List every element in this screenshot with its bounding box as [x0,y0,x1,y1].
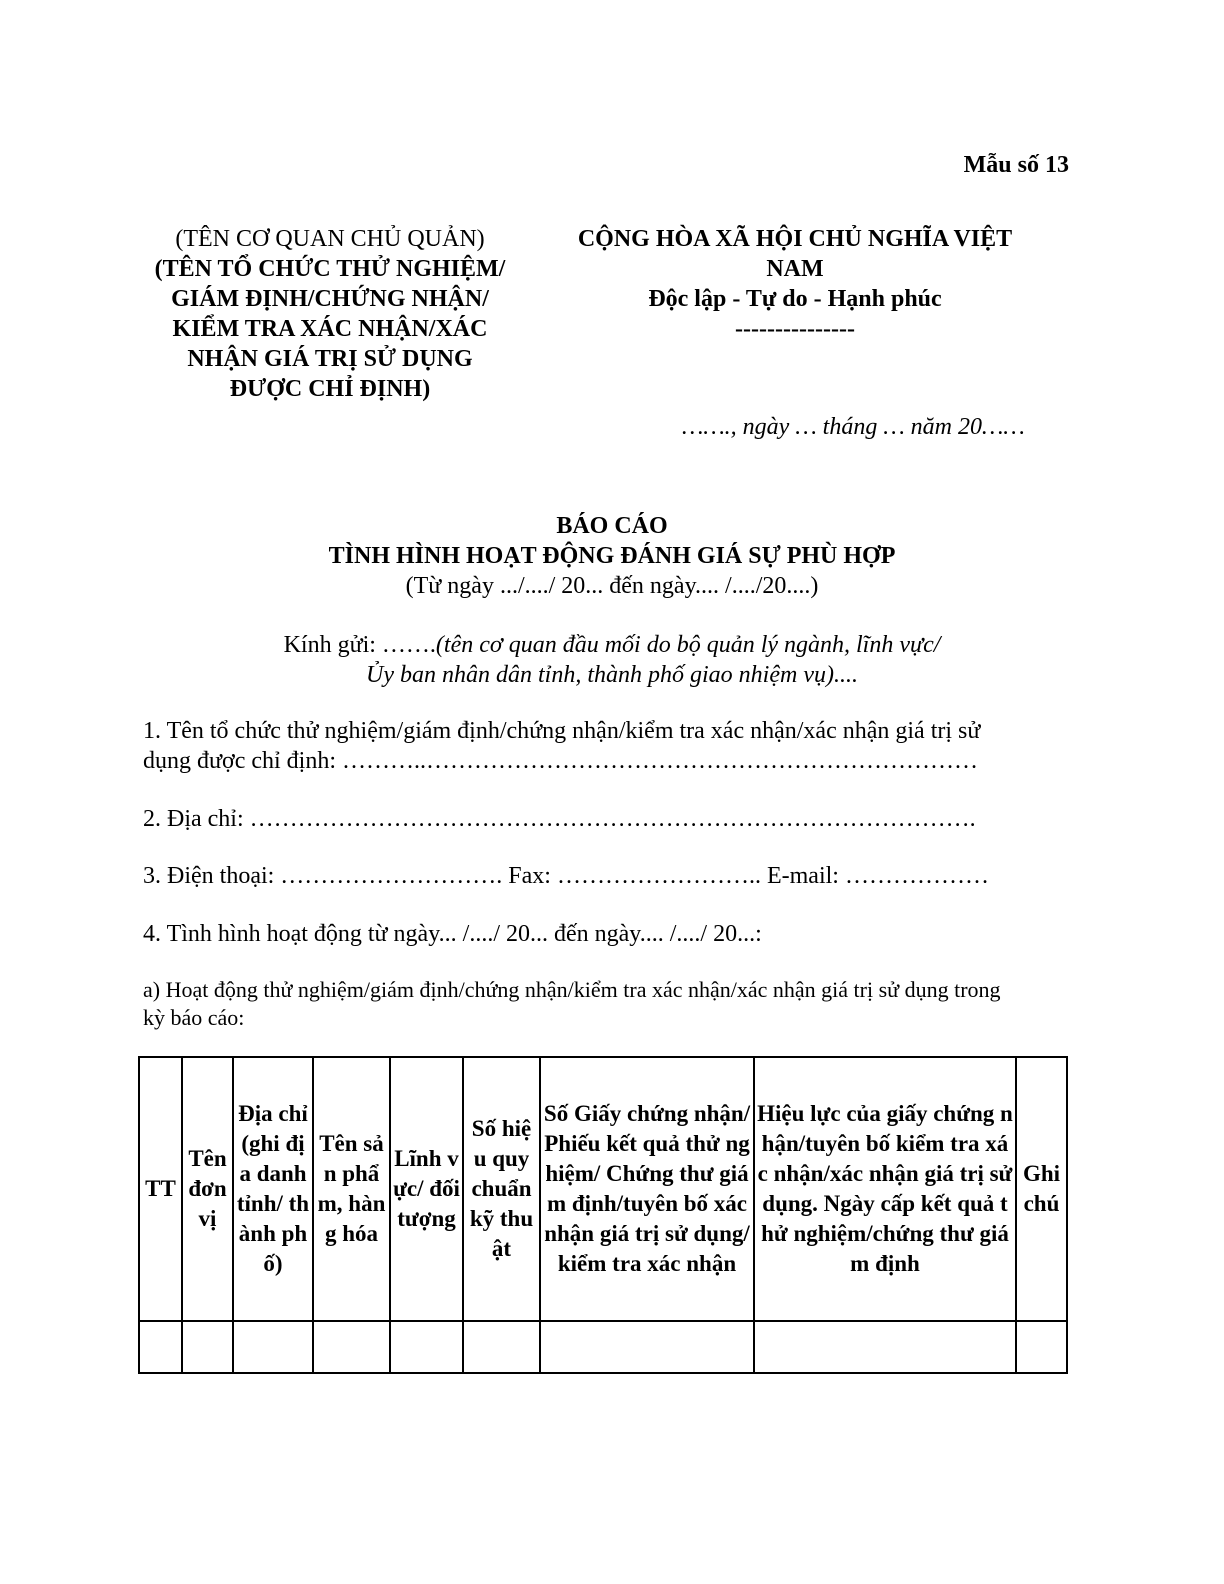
organization-line: GIÁM ĐỊNH/CHỨNG NHẬN/ [171,286,489,312]
date-line: ……., ngày … tháng … năm 20…… [682,414,1025,440]
item-a-line2: kỳ báo cáo: [143,1005,245,1030]
organization-line: ĐƯỢC CHỈ ĐỊNH) [229,376,431,402]
item-1-line2: dụng được chỉ định: ………..…………………………………………………………… [143,748,979,774]
report-period: (Từ ngày .../..../ 20... đến ngày.... /..../20....) [405,573,819,599]
header-notes: Ghi chú [1016,1057,1067,1321]
activity-report-table [138,1056,1068,1374]
item-4-activity-period: 4. Tình hình hoạt động từ ngày... /..../ 20... đến ngày.... /..../ 20...: [143,921,762,947]
recipient-line1 [0,630,1224,660]
report-subtitle: TÌNH HÌNH HOẠT ĐỘNG ĐÁNH GIÁ SỰ PHÙ HỢP [328,543,896,569]
parent-agency: (TÊN CƠ QUAN CHỦ QUẢN) [175,226,485,252]
motto: Độc lập - Tự do - Hạnh phúc [648,286,942,312]
table-cell [139,1321,182,1373]
table-row [139,1321,1067,1373]
table-cell [540,1321,754,1373]
right-header [540,224,1050,344]
table-cell [182,1321,233,1373]
header-validity: Hiệu lực của giấy chứng nhận/tuyên bố kiểm tra xác nhận/xác nhận giá trị sử dụng. Ngày cấp kết quả thử nghiệm/chứng thư giám định [754,1057,1016,1321]
table-cell [754,1321,1016,1373]
country-name-line2: NAM [766,256,824,282]
recipient-agency-line1: (tên cơ quan đầu mối do bộ quản lý ngành, lĩnh vực/ [435,632,941,658]
table-cell [463,1321,540,1373]
header-product-name: Tên sản phẩm, hàng hóa [313,1057,390,1321]
motto-separator: --------------- [735,316,855,342]
recipient-line2 [0,660,1224,690]
recipient-agency-line2: Ủy ban nhân dân tỉnh, thành phố giao nhiệm vụ).... [366,662,858,688]
recipient-block [0,630,1224,690]
header-certificate-number: Số Giấy chứng nhận/Phiếu kết quả thử nghiệm/ Chứng thư giám định/tuyên bố xác nhận giá trị sử dụng/kiểm tra xác nhận [540,1057,754,1321]
organization-line: (TÊN TỔ CHỨC THỬ NGHIỆM/ [154,256,506,282]
item-2-address: 2. Địa chỉ: ………………………………………………………………………………. [143,806,976,832]
organization-line: KIỂM TRA XÁC NHẬN/XÁC [172,316,488,342]
item-a-line1: a) Hoạt động thử nghiệm/giám định/chứng nhận/kiểm tra xác nhận/xác nhận giá trị sử dụng trong [143,977,1001,1002]
item-1-organization-name [143,716,1073,776]
organization-line: NHẬN GIÁ TRỊ SỬ DỤNG [187,346,473,372]
table-cell [390,1321,463,1373]
organization-name [100,254,560,404]
table-header-row [139,1057,1067,1321]
left-header [100,224,560,404]
item-3-contact: 3. Điện thoại: ………………………. Fax: …………………….. E-mail: ……………… [143,863,989,889]
report-title-block [0,511,1224,601]
table-cell [1016,1321,1067,1373]
country-name-line1: CỘNG HÒA XÃ HỘI CHỦ NGHĨA VIỆT [577,226,1013,252]
item-a-activities [143,976,1083,1032]
header-address: Địa chỉ (ghi địa danh tỉnh/ thành phố) [233,1057,313,1321]
item-1-line1: 1. Tên tổ chức thử nghiệm/giám định/chứng nhận/kiểm tra xác nhận/xác nhận giá trị sử [143,718,981,744]
form-number: Mẫu số 13 [963,152,1069,178]
header-unit-name: Tên đơn vị [182,1057,233,1321]
header-regulation-code: Số hiệu quy chuẩn kỹ thuật [463,1057,540,1321]
report-title: BÁO CÁO [556,513,668,539]
table-cell [233,1321,313,1373]
recipient-prefix: Kính gửi: ……. [283,632,436,658]
header-tt: TT [139,1057,182,1321]
header-field: Lĩnh vực/ đối tượng [390,1057,463,1321]
table-cell [313,1321,390,1373]
